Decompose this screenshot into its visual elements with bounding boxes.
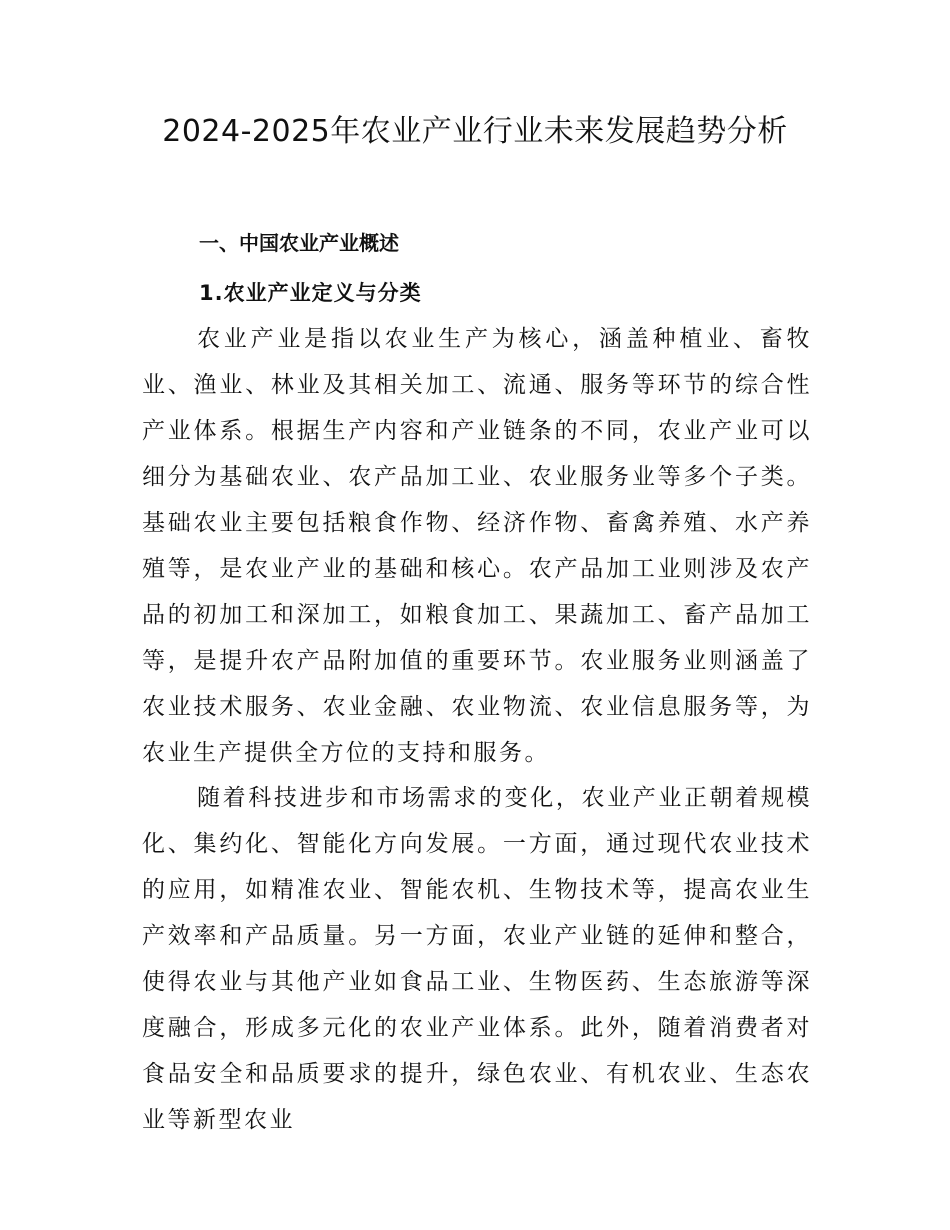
paragraph-definition: 农业产业是指以农业生产为核心，涵盖种植业、畜牧业、渔业、林业及其相关加工、流通、服务等环节的综合性产业体系。根据生产内容和产业链条的不同，农业产业可以细分为基础农业、农产品加工业、农业服务业等多个子类。基础农业主要包括粮食作物、经济作物、畜禽养殖、水产养殖等，是农业产业的基础和核心。农产品加工业则涉及农产品的初加工和深加工，如粮食加工、果蔬加工、畜产品加工等，是提升农产品附加值的重要环节。农业服务业则涵盖了农业技术服务、农业金融、农业物流、农业信息服务等，为农业生产提供全方位的支持和服务。 <box>142 326 812 766</box>
paragraph-trends: 随着科技进步和市场需求的变化，农业产业正朝着规模化、集约化、智能化方向发展。一方面，通过现代农业技术的应用，如精准农业、智能农机、生物技术等，提高农业生产效率和产品质量。另一方面，农业产业链的延伸和整合，使得农业与其他产业如食品工业、生物医药、生态旅游等深度融合，形成多元化的农业产业体系。此外，随着消费者对食品安全和品质要求的提升，绿色农业、有机农业、生态农业等新型农业 <box>142 785 812 1133</box>
document-title: 2024-2025年农业产业行业未来发展趋势分析 <box>162 114 788 149</box>
sub-heading: 1.农业产业定义与分类 <box>199 281 422 305</box>
section-heading: 一、中国农业产业概述 <box>199 231 399 255</box>
